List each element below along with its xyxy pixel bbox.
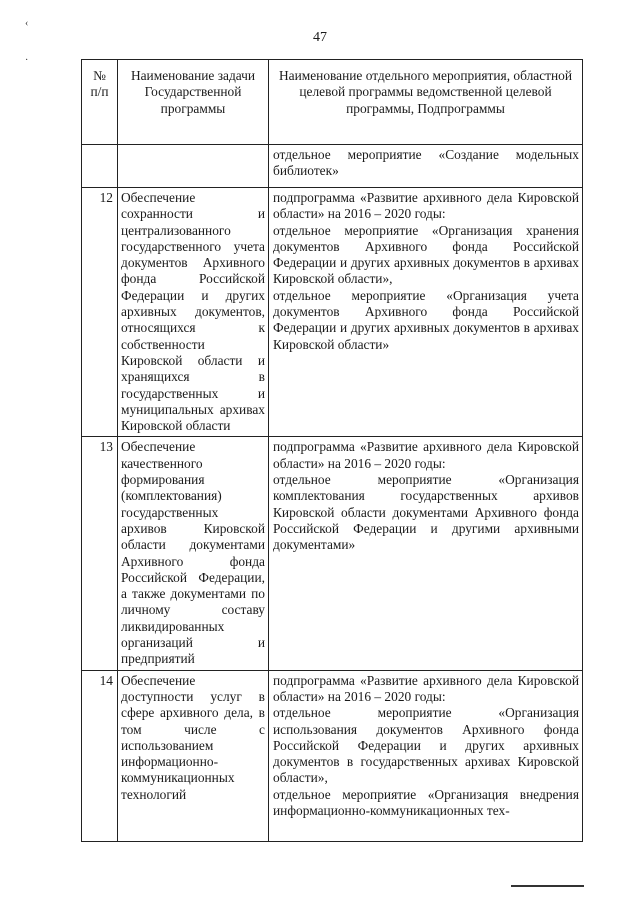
- row-number: [82, 145, 118, 188]
- page-number: 47: [313, 30, 327, 45]
- bottom-rule: [511, 885, 584, 887]
- row-event: подпрограмма «Развитие архивного дела Кировской области» на 2016 – 2020 годы: отдельное мероприятие «Организация использования документов Архивного фонда Российской Федерации и других архивных документов в государственных архивах Кировской области», отдельное мероприятие «Организация внедрения информационно-коммуникационных тех-: [269, 670, 583, 841]
- row-number: 14: [82, 670, 118, 841]
- table-header-row: [82, 60, 583, 145]
- row-number: 12: [82, 188, 118, 437]
- row-event: подпрограмма «Развитие архивного дела Кировской области» на 2016 – 2020 годы: отдельное мероприятие «Организация хранения документов Архивного фонда Российской Федерации и других архивных документов в архивах Кировской области», отдельное мероприятие «Организация учета документов Архивного фонда Российской Федерации и других архивных документов в архивах Кировской области»: [269, 188, 583, 437]
- table-row: [82, 145, 583, 188]
- row-number: 13: [82, 437, 118, 670]
- row-task: Обеспечение доступности услуг в сфере архивного дела, в том числе с использованием информационно-коммуникационных технологий: [118, 670, 269, 841]
- header-number: № п/п: [82, 60, 118, 145]
- row-event: подпрограмма «Развитие архивного дела Кировской области» на 2016 – 2020 годы: отдельное мероприятие «Организация комплектования государственных архивов Кировской области документами Архивного фонда Российской Федерации и другими архивными документами»: [269, 437, 583, 670]
- row-task: [118, 145, 269, 188]
- table-row: [82, 670, 583, 841]
- measures-table: [81, 59, 583, 842]
- header-task-name: Наименование задачи Государственной программы: [118, 60, 269, 145]
- table-row: [82, 437, 583, 670]
- margin-mark-top: ‹: [25, 18, 29, 29]
- row-task: Обеспечение сохранности и централизованного государственного учета документов Архивного фонда Российской Федерации и других архивных документов, относящихся к собственности Кировской области и хранящихся в государственных и муниципальных архивах Кировской области: [118, 188, 269, 437]
- row-event: отдельное мероприятие «Создание модельных библиотек»: [269, 145, 583, 188]
- table-row: [82, 188, 583, 437]
- header-event-name: Наименование отдельного мероприятия, областной целевой программы ведомственной целевой программы, Подпрограммы: [269, 60, 583, 145]
- row-task: Обеспечение качественного формирования (комплектования) государственных архивов Кировской области документами Архивного фонда Российской Федерации, а также документами по личному составу ликвидированных организаций и предприятий: [118, 437, 269, 670]
- margin-mark-lower: ·: [25, 55, 29, 66]
